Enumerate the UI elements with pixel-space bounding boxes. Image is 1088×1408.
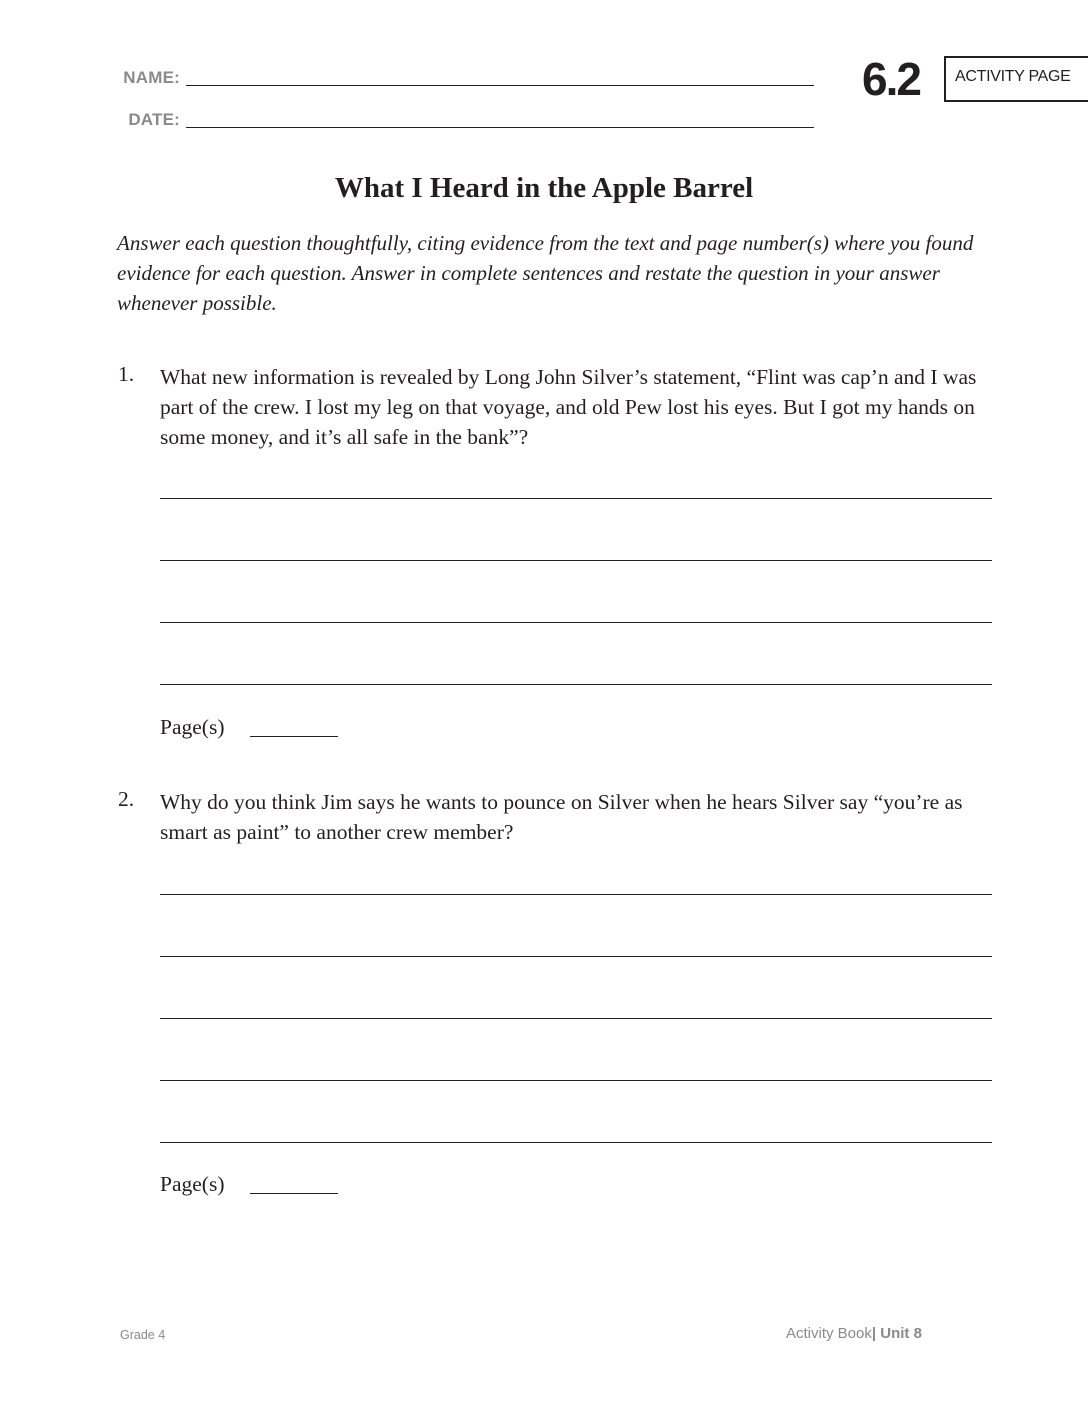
name-label: NAME: xyxy=(123,68,180,87)
question-1-page-label: Page(s) xyxy=(160,715,225,739)
question-2-number: 2. xyxy=(118,787,135,811)
activity-page-badge xyxy=(944,56,1088,102)
date-field[interactable] xyxy=(186,127,814,128)
question-1-number: 1. xyxy=(118,362,135,386)
answer-line[interactable] xyxy=(160,622,992,623)
question-1-text: What new information is revealed by Long John Silver’s statement, “Flint was cap’n and I was part of the crew. I lost my leg on that voyage, and old Pew lost his eyes. But I got my hands on some money, and it’s all safe in the bank”? xyxy=(160,365,977,449)
footer-separator: | xyxy=(871,1325,877,1342)
answer-line[interactable] xyxy=(160,894,992,895)
footer-book: Activity Book xyxy=(786,1325,872,1342)
question-1-page-field[interactable] xyxy=(250,736,338,737)
answer-line[interactable] xyxy=(160,498,992,499)
footer-book-info xyxy=(786,1325,922,1342)
footer-grade: Grade 4 xyxy=(120,1328,166,1342)
answer-line[interactable] xyxy=(160,1080,992,1081)
question-2-text: Why do you think Jim says he wants to pounce on Silver when he hears Silver say “you’re as smart as paint” to another crew member? xyxy=(160,790,963,844)
answer-line[interactable] xyxy=(160,684,992,685)
activity-page-label: ACTIVITY PAGE xyxy=(955,68,1071,85)
page-title: What I Heard in the Apple Barrel xyxy=(334,172,754,204)
answer-line[interactable] xyxy=(160,1142,992,1143)
answer-line[interactable] xyxy=(160,560,992,561)
answer-line[interactable] xyxy=(160,956,992,957)
instructions: Answer each question thoughtfully, citing evidence from the text and page number(s) where you found evidence for each question. Answer in complete sentences and restate the question in your answer whenever possible. xyxy=(117,231,974,315)
question-2-page-field[interactable] xyxy=(250,1193,338,1194)
date-label: DATE: xyxy=(128,110,180,129)
name-field[interactable] xyxy=(186,85,814,86)
activity-number: 6.2 xyxy=(862,53,920,105)
answer-line[interactable] xyxy=(160,1018,992,1019)
footer-unit: Unit 8 xyxy=(880,1325,922,1342)
question-2-page-label: Page(s) xyxy=(160,1172,225,1196)
